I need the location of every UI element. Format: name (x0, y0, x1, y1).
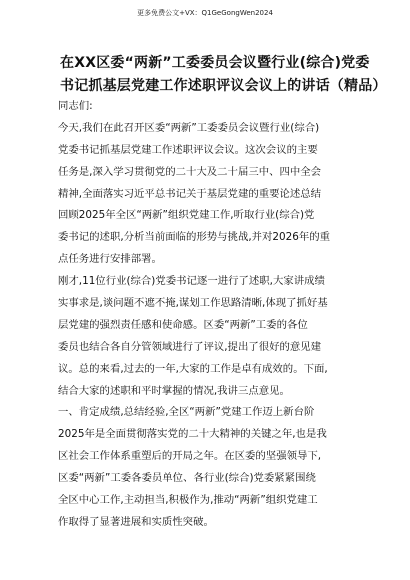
body-line: 结合大家的述职和平时掌握的情况,我讲三点意见。 (58, 384, 290, 397)
body-line: 作取得了显著进展和实质性突破。 (58, 515, 214, 528)
body-line: 委员也结合各自分管领域进行了评议,提出了很好的意见建 (58, 340, 322, 353)
document-title-line-1: 在XX区委“两新”工委委员会议暨行业(综合)党委 (60, 55, 370, 71)
body-line: 刚才,11位行业(综合)党委书记逐一进行了述职,大家讲成绩 (58, 275, 325, 288)
document-title-line-2: 书记抓基层党建工作述职评议会议上的讲话（精品） (60, 78, 387, 94)
body-line: 委书记的述职,分析当前面临的形势与挑战,并对2026年的重 (58, 231, 331, 244)
body-line: 党委书记抓基层党建工作述职评议会议。这次会议的主要 (58, 143, 318, 156)
body-line: 同志们: (58, 100, 93, 112)
body-line: 全区中心工作,主动担当,积极作为,推动“两新”组织党建工 (58, 494, 318, 507)
body-line: 实事求是,谈问题不遮不掩,谋划工作思路清晰,体现了抓好基 (58, 297, 328, 310)
body-line: 层党建的强烈责任感和使命感。区委“两新”工委的各位 (58, 318, 308, 331)
body-line: 区社会工作体系重塑后的开局之年。在区委的坚强领导下, (58, 450, 322, 463)
body-line: 精神,全面落实习近平总书记关于基层党建的重要论述总结 (58, 187, 322, 200)
body-line: 今天,我们在此召开区委“两新”工委委员会议暨行业(综合) (58, 121, 320, 134)
body-line: 2025年是全面贯彻落实党的二十大精神的关键之年,也是我 (58, 428, 327, 441)
body-line: 回顾2025年全区“两新”组织党建工作,听取行业(综合)党 (58, 209, 315, 222)
document-body (58, 96, 358, 534)
body-line: 区委“两新”工委各委员单位、各行业(综合)党委紧紧围绕 (58, 472, 316, 485)
body-line: 任务是,深入学习贯彻党的二十大及二十届三中、四中全会 (58, 165, 322, 178)
body-line: 一、肯定成绩,总结经验,全区“两新”党建工作迈上新台阶 (58, 406, 315, 419)
body-line: 点任务进行安排部署。 (58, 253, 162, 266)
body-line: 议。总的来看,过去的一年,大家的工作是卓有成效的。下面, (58, 362, 328, 375)
header-note: 更多免费公文+VX：Q1GeGongWen2024 (137, 9, 273, 17)
